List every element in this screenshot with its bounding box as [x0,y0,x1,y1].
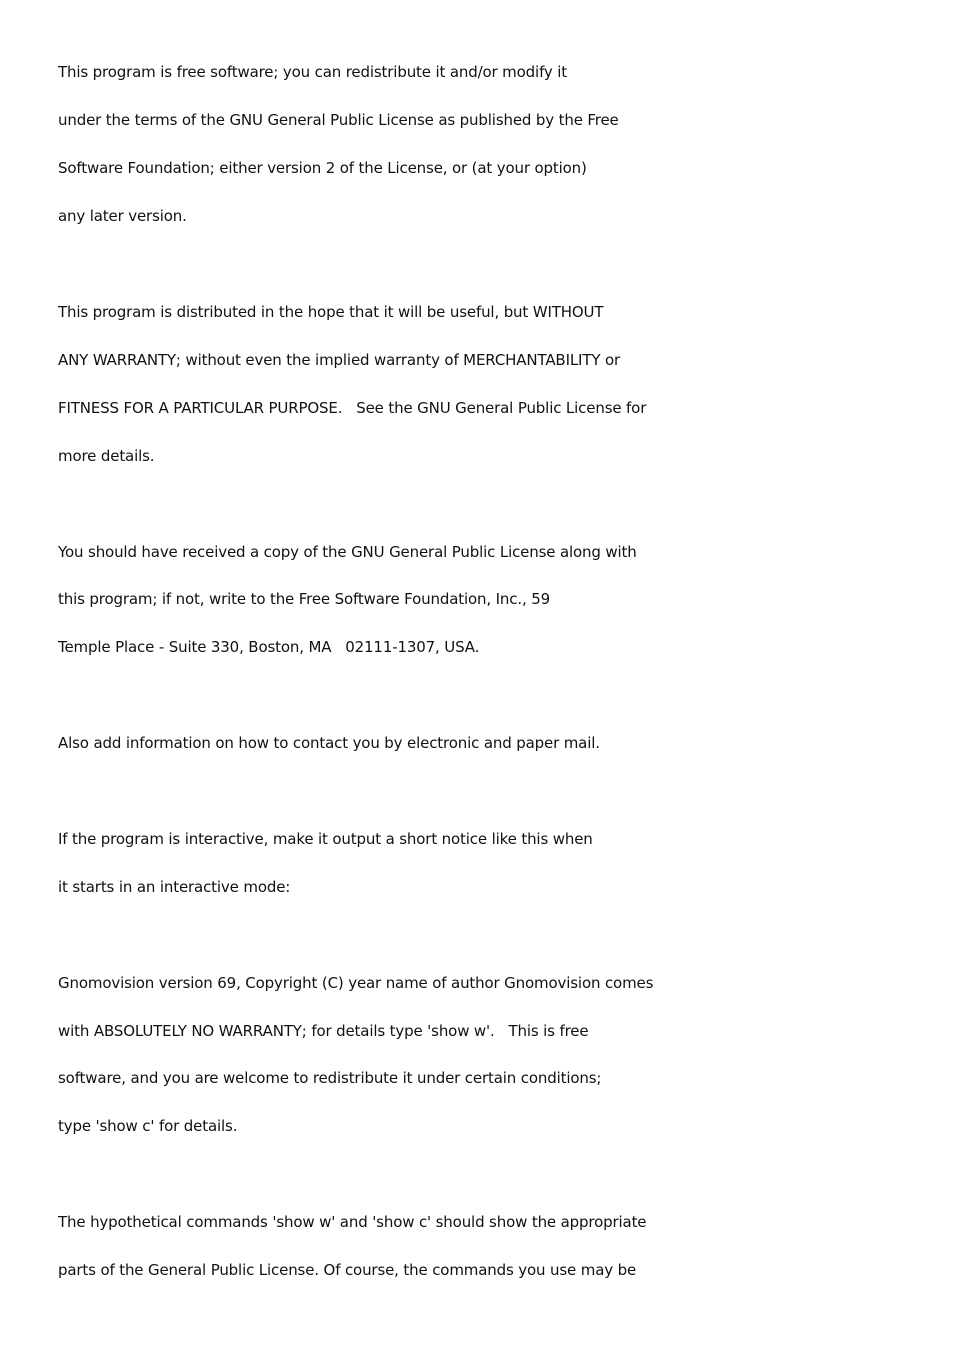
text-line: This program is distributed in the hope that it will be useful, but WITHOUT [58,303,604,321]
text-line: software, and you are welcome to redistribute it under certain conditions; [58,1069,602,1087]
text-line: with ABSOLUTELY NO WARRANTY; for details type 'show w'. This is free [58,1022,589,1040]
text-line: type 'show c' for details. [58,1117,238,1135]
text-line: ANY WARRANTY; without even the implied warranty of MERCHANTABILITY or [58,351,621,369]
text-line: under the terms of the GNU General Public License as published by the Free [58,111,619,129]
text-line: this program; if not, write to the Free Software Foundation, Inc., 59 [58,590,550,608]
text-line: Also add information on how to contact you by electronic and paper mail. [58,734,600,752]
text-line: Temple Place - Suite 330, Boston, MA 02111-1307, USA. [58,638,480,656]
text-line: parts of the General Public License. Of course, the commands you use may be [58,1261,637,1279]
text-line: more details. [58,447,155,465]
text-line: any later version. [58,207,187,225]
text-line: This program is free software; you can redistribute it and/or modify it [58,63,568,81]
text-line: Gnomovision version 69, Copyright (C) year name of author Gnomovision comes [58,974,654,992]
text-line: The hypothetical commands 'show w' and 'show c' should show the appropriate [58,1213,647,1231]
text-line: FITNESS FOR A PARTICULAR PURPOSE. See the GNU General Public License for [58,399,647,417]
text-line: If the program is interactive, make it output a short notice like this when [58,830,593,848]
text-line: Software Foundation; either version 2 of the License, or (at your option) [58,159,587,177]
text-line: You should have received a copy of the GNU General Public License along with [58,543,637,561]
text-line: it starts in an interactive mode: [58,878,291,896]
